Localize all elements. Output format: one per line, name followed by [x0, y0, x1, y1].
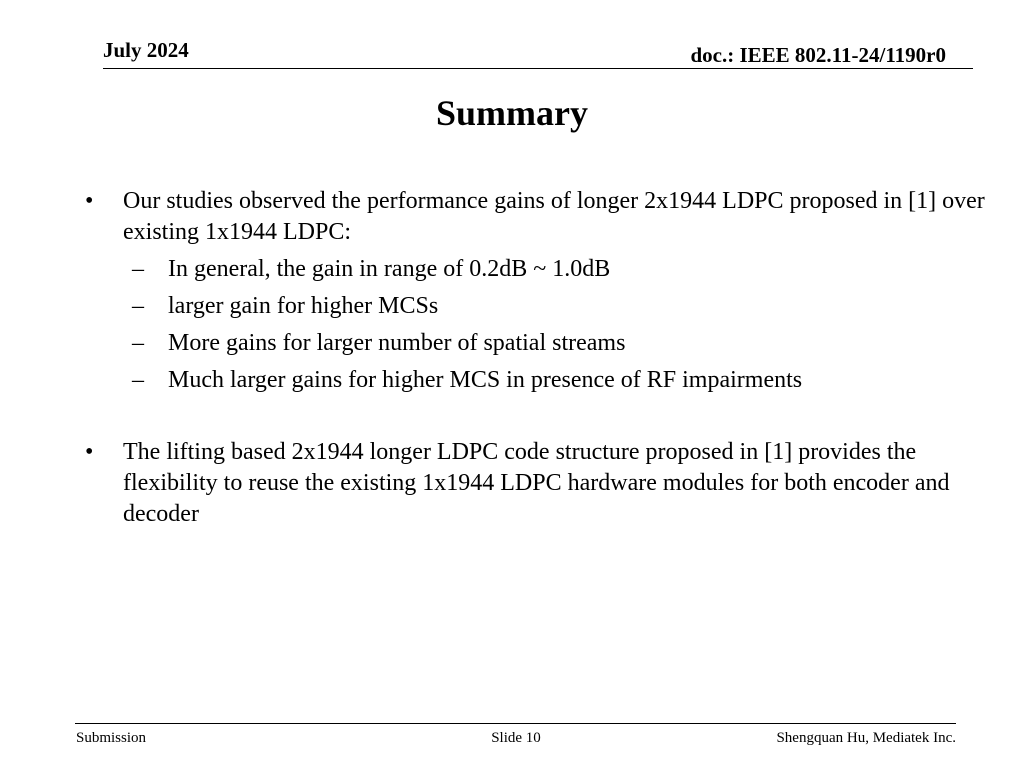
- sub-bullet-marker: –: [132, 330, 144, 356]
- footer-submission: Submission: [76, 730, 147, 746]
- slide-body: [0, 186, 1024, 530]
- sub-bullet-marker: –: [132, 367, 144, 393]
- bullet-text: The lifting based 2x1944 longer LDPC code structure proposed in [1] provides the flexibility to reuse the existing 1x1944 LDPC hardware modules for both encoder and decoder: [123, 439, 950, 527]
- slide-number-text: Slide 10: [491, 730, 541, 746]
- bullet-marker: •: [85, 439, 94, 465]
- header-doc-id: doc.: IEEE 802.11-24/1190r0: [690, 43, 946, 67]
- sub-bullet-text: larger gain for higher MCSs: [168, 293, 439, 319]
- sub-bullet-item: [132, 328, 1003, 359]
- bullet-item: [85, 186, 1003, 396]
- sub-bullet-text: Much larger gains for higher MCS in presence of RF impairments: [168, 367, 803, 393]
- slide-title: Summary: [436, 93, 588, 133]
- sub-bullet-item: [132, 254, 1003, 285]
- bullet-marker: •: [85, 188, 94, 214]
- bullet-text: Our studies observed the performance gains of longer 2x1944 LDPC proposed in [1] over existing 1x1944 LDPC:: [123, 188, 985, 245]
- spacer: [0, 402, 1024, 437]
- sub-bullet-list: [123, 254, 1003, 396]
- header-date: July 2024: [103, 38, 189, 62]
- sub-bullet-text: More gains for larger number of spatial streams: [168, 330, 626, 356]
- sub-bullet-item: [132, 365, 1003, 396]
- bullet-item: [85, 437, 1003, 530]
- sub-bullet-item: [132, 291, 1003, 322]
- sub-bullet-text: In general, the gain in range of 0.2dB ~ 1.0dB: [168, 256, 611, 282]
- footer-divider: [75, 723, 956, 724]
- sub-bullet-marker: –: [132, 293, 144, 319]
- footer-author: Shengquan Hu, Mediatek Inc.: [776, 730, 956, 746]
- sub-bullet-marker: –: [132, 256, 144, 282]
- header-divider: [103, 68, 973, 69]
